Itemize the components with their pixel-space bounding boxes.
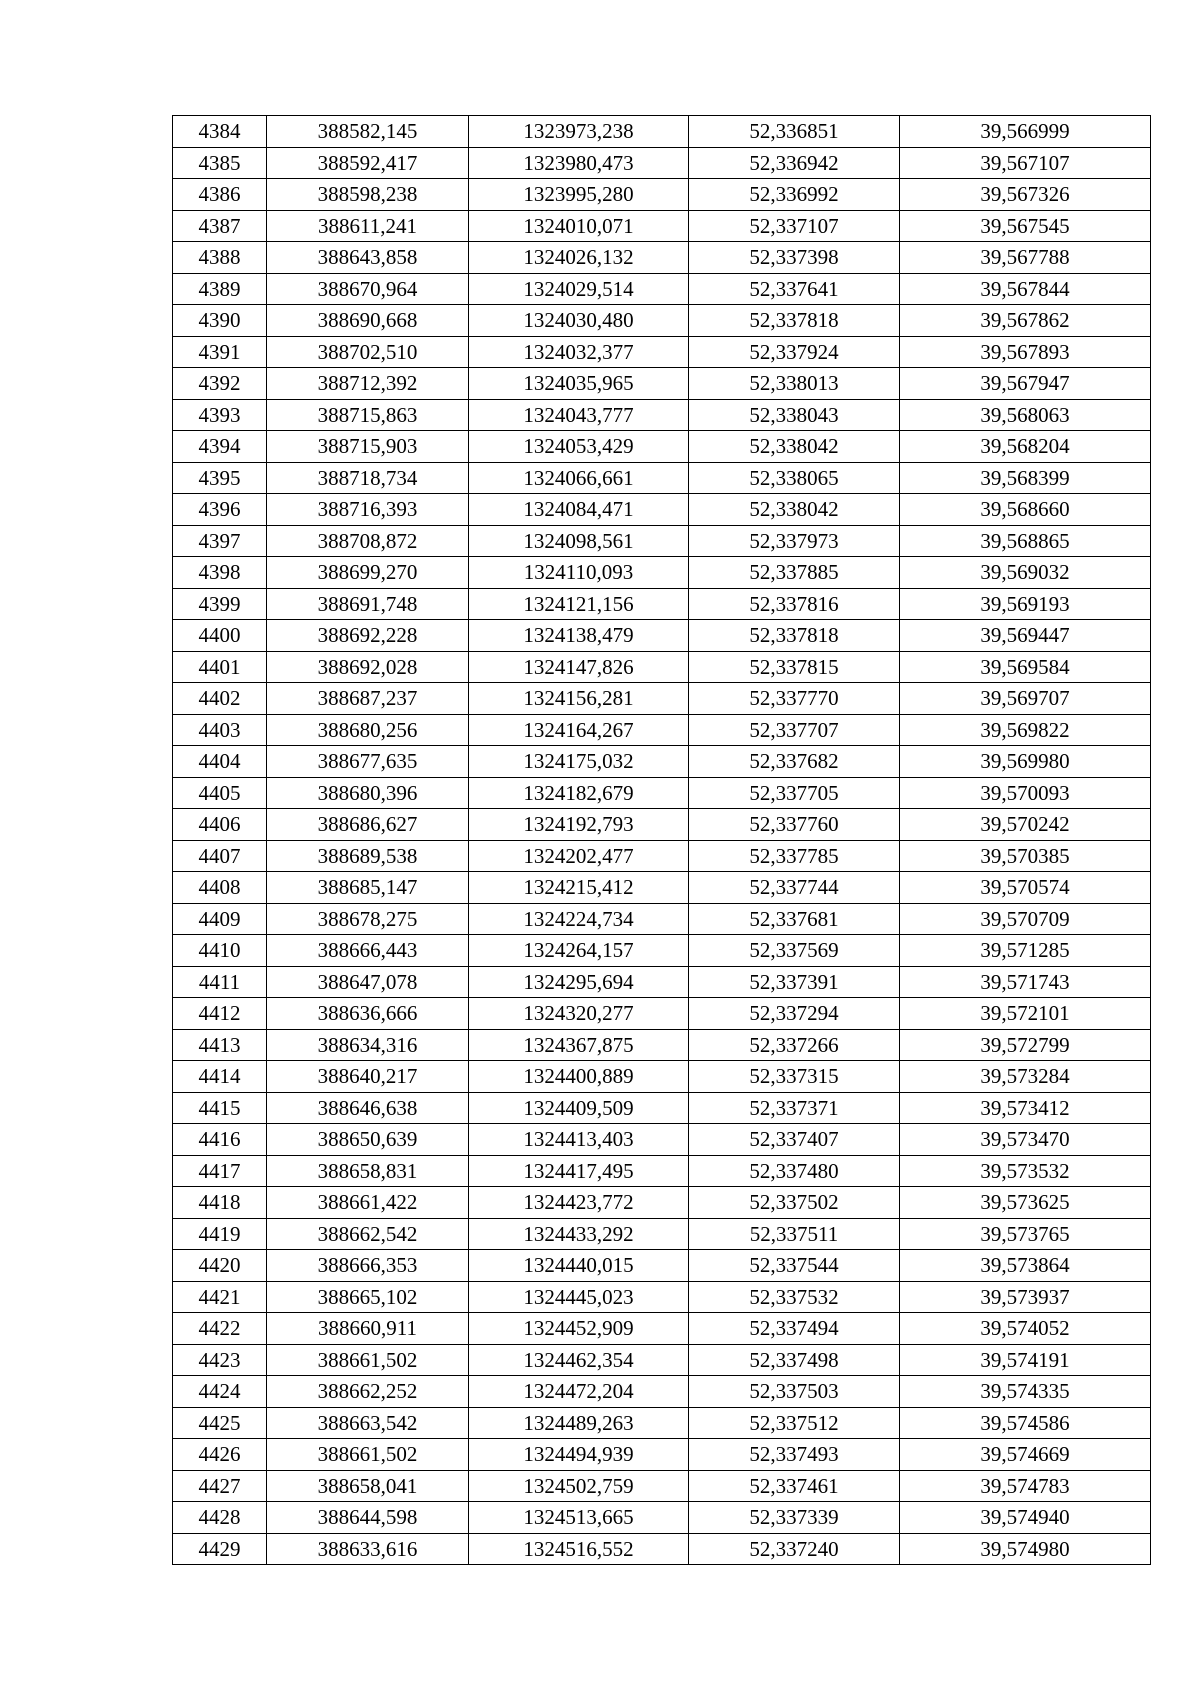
latitude-cell: 52,337407	[689, 1124, 900, 1156]
x-coordinate-cell: 388636,666	[267, 998, 469, 1030]
x-coordinate-cell: 388718,734	[267, 462, 469, 494]
latitude-cell: 52,337681	[689, 903, 900, 935]
y-coordinate-cell: 1324043,777	[469, 399, 689, 431]
latitude-cell: 52,336992	[689, 179, 900, 211]
point-number-cell: 4408	[173, 872, 267, 904]
y-coordinate-cell: 1324192,793	[469, 809, 689, 841]
latitude-cell: 52,338043	[689, 399, 900, 431]
y-coordinate-cell: 1324413,403	[469, 1124, 689, 1156]
longitude-cell: 39,574980	[900, 1533, 1151, 1565]
point-number-cell: 4410	[173, 935, 267, 967]
table-row	[173, 903, 1151, 935]
longitude-cell: 39,572799	[900, 1029, 1151, 1061]
y-coordinate-cell: 1324138,479	[469, 620, 689, 652]
table-row	[173, 714, 1151, 746]
longitude-cell: 39,569584	[900, 651, 1151, 683]
longitude-cell: 39,567545	[900, 210, 1151, 242]
y-coordinate-cell: 1324156,281	[469, 683, 689, 715]
y-coordinate-cell: 1324445,023	[469, 1281, 689, 1313]
y-coordinate-cell: 1324400,889	[469, 1061, 689, 1093]
x-coordinate-cell: 388691,748	[267, 588, 469, 620]
point-number-cell: 4388	[173, 242, 267, 274]
latitude-cell: 52,337815	[689, 651, 900, 683]
table-row	[173, 809, 1151, 841]
y-coordinate-cell: 1323980,473	[469, 147, 689, 179]
table-row	[173, 651, 1151, 683]
table-row	[173, 1250, 1151, 1282]
longitude-cell: 39,573765	[900, 1218, 1151, 1250]
y-coordinate-cell: 1324452,909	[469, 1313, 689, 1345]
x-coordinate-cell: 388662,252	[267, 1376, 469, 1408]
table-row	[173, 1029, 1151, 1061]
y-coordinate-cell: 1324010,071	[469, 210, 689, 242]
y-coordinate-cell: 1324084,471	[469, 494, 689, 526]
point-number-cell: 4395	[173, 462, 267, 494]
latitude-cell: 52,337924	[689, 336, 900, 368]
table-row	[173, 840, 1151, 872]
point-number-cell: 4404	[173, 746, 267, 778]
longitude-cell: 39,574783	[900, 1470, 1151, 1502]
latitude-cell: 52,337240	[689, 1533, 900, 1565]
longitude-cell: 39,567893	[900, 336, 1151, 368]
table-row	[173, 1124, 1151, 1156]
x-coordinate-cell: 388633,616	[267, 1533, 469, 1565]
longitude-cell: 39,572101	[900, 998, 1151, 1030]
x-coordinate-cell: 388661,502	[267, 1344, 469, 1376]
point-number-cell: 4401	[173, 651, 267, 683]
x-coordinate-cell: 388660,911	[267, 1313, 469, 1345]
longitude-cell: 39,570385	[900, 840, 1151, 872]
x-coordinate-cell: 388715,903	[267, 431, 469, 463]
x-coordinate-cell: 388598,238	[267, 179, 469, 211]
table-row	[173, 620, 1151, 652]
longitude-cell: 39,569707	[900, 683, 1151, 715]
table-row	[173, 210, 1151, 242]
x-coordinate-cell: 388662,542	[267, 1218, 469, 1250]
point-number-cell: 4394	[173, 431, 267, 463]
x-coordinate-cell: 388646,638	[267, 1092, 469, 1124]
longitude-cell: 39,567326	[900, 179, 1151, 211]
latitude-cell: 52,337785	[689, 840, 900, 872]
longitude-cell: 39,568204	[900, 431, 1151, 463]
point-number-cell: 4393	[173, 399, 267, 431]
latitude-cell: 52,337705	[689, 777, 900, 809]
longitude-cell: 39,567862	[900, 305, 1151, 337]
latitude-cell: 52,337544	[689, 1250, 900, 1282]
point-number-cell: 4414	[173, 1061, 267, 1093]
table-row	[173, 966, 1151, 998]
table-row	[173, 1092, 1151, 1124]
y-coordinate-cell: 1324472,204	[469, 1376, 689, 1408]
y-coordinate-cell: 1324098,561	[469, 525, 689, 557]
x-coordinate-cell: 388677,635	[267, 746, 469, 778]
point-number-cell: 4429	[173, 1533, 267, 1565]
x-coordinate-cell: 388663,542	[267, 1407, 469, 1439]
x-coordinate-cell: 388680,256	[267, 714, 469, 746]
table-row	[173, 588, 1151, 620]
latitude-cell: 52,337744	[689, 872, 900, 904]
table-row	[173, 1155, 1151, 1187]
point-number-cell: 4421	[173, 1281, 267, 1313]
longitude-cell: 39,574052	[900, 1313, 1151, 1345]
table-row	[173, 1376, 1151, 1408]
latitude-cell: 52,337707	[689, 714, 900, 746]
x-coordinate-cell: 388670,964	[267, 273, 469, 305]
point-number-cell: 4407	[173, 840, 267, 872]
y-coordinate-cell: 1324489,263	[469, 1407, 689, 1439]
y-coordinate-cell: 1324320,277	[469, 998, 689, 1030]
point-number-cell: 4391	[173, 336, 267, 368]
longitude-cell: 39,573470	[900, 1124, 1151, 1156]
table-row	[173, 1533, 1151, 1565]
x-coordinate-cell: 388661,422	[267, 1187, 469, 1219]
table-row	[173, 777, 1151, 809]
x-coordinate-cell: 388687,237	[267, 683, 469, 715]
y-coordinate-cell: 1324423,772	[469, 1187, 689, 1219]
point-number-cell: 4385	[173, 147, 267, 179]
longitude-cell: 39,569980	[900, 746, 1151, 778]
y-coordinate-cell: 1323973,238	[469, 116, 689, 148]
longitude-cell: 39,567788	[900, 242, 1151, 274]
longitude-cell: 39,570574	[900, 872, 1151, 904]
point-number-cell: 4405	[173, 777, 267, 809]
y-coordinate-cell: 1324264,157	[469, 935, 689, 967]
latitude-cell: 52,337760	[689, 809, 900, 841]
latitude-cell: 52,337818	[689, 305, 900, 337]
point-number-cell: 4399	[173, 588, 267, 620]
point-number-cell: 4384	[173, 116, 267, 148]
x-coordinate-cell: 388640,217	[267, 1061, 469, 1093]
table-row	[173, 399, 1151, 431]
point-number-cell: 4389	[173, 273, 267, 305]
y-coordinate-cell: 1324110,093	[469, 557, 689, 589]
table-row	[173, 557, 1151, 589]
table-row	[173, 525, 1151, 557]
x-coordinate-cell: 388690,668	[267, 305, 469, 337]
longitude-cell: 39,568865	[900, 525, 1151, 557]
table-row	[173, 872, 1151, 904]
longitude-cell: 39,569822	[900, 714, 1151, 746]
x-coordinate-cell: 388692,228	[267, 620, 469, 652]
point-number-cell: 4420	[173, 1250, 267, 1282]
point-number-cell: 4386	[173, 179, 267, 211]
table-row	[173, 746, 1151, 778]
x-coordinate-cell: 388666,353	[267, 1250, 469, 1282]
y-coordinate-cell: 1324417,495	[469, 1155, 689, 1187]
table-row	[173, 935, 1151, 967]
longitude-cell: 39,570093	[900, 777, 1151, 809]
x-coordinate-cell: 388592,417	[267, 147, 469, 179]
latitude-cell: 52,337266	[689, 1029, 900, 1061]
longitude-cell: 39,571743	[900, 966, 1151, 998]
table-row	[173, 1061, 1151, 1093]
point-number-cell: 4425	[173, 1407, 267, 1439]
latitude-cell: 52,338042	[689, 431, 900, 463]
point-number-cell: 4396	[173, 494, 267, 526]
longitude-cell: 39,569447	[900, 620, 1151, 652]
latitude-cell: 52,338065	[689, 462, 900, 494]
y-coordinate-cell: 1324035,965	[469, 368, 689, 400]
latitude-cell: 52,337391	[689, 966, 900, 998]
point-number-cell: 4403	[173, 714, 267, 746]
table-row	[173, 1281, 1151, 1313]
latitude-cell: 52,337480	[689, 1155, 900, 1187]
longitude-cell: 39,574191	[900, 1344, 1151, 1376]
latitude-cell: 52,337682	[689, 746, 900, 778]
longitude-cell: 39,569032	[900, 557, 1151, 589]
longitude-cell: 39,568399	[900, 462, 1151, 494]
longitude-cell: 39,574586	[900, 1407, 1151, 1439]
table-row	[173, 147, 1151, 179]
table-row	[173, 462, 1151, 494]
point-number-cell: 4402	[173, 683, 267, 715]
longitude-cell: 39,571285	[900, 935, 1151, 967]
x-coordinate-cell: 388715,863	[267, 399, 469, 431]
latitude-cell: 52,337502	[689, 1187, 900, 1219]
table-row	[173, 336, 1151, 368]
longitude-cell: 39,573284	[900, 1061, 1151, 1093]
longitude-cell: 39,574669	[900, 1439, 1151, 1471]
y-coordinate-cell: 1323995,280	[469, 179, 689, 211]
y-coordinate-cell: 1324182,679	[469, 777, 689, 809]
y-coordinate-cell: 1324367,875	[469, 1029, 689, 1061]
y-coordinate-cell: 1324032,377	[469, 336, 689, 368]
x-coordinate-cell: 388716,393	[267, 494, 469, 526]
y-coordinate-cell: 1324030,480	[469, 305, 689, 337]
x-coordinate-cell: 388708,872	[267, 525, 469, 557]
latitude-cell: 52,337371	[689, 1092, 900, 1124]
y-coordinate-cell: 1324224,734	[469, 903, 689, 935]
table-row	[173, 1439, 1151, 1471]
y-coordinate-cell: 1324053,429	[469, 431, 689, 463]
table-row	[173, 305, 1151, 337]
x-coordinate-cell: 388582,145	[267, 116, 469, 148]
x-coordinate-cell: 388647,078	[267, 966, 469, 998]
longitude-cell: 39,573532	[900, 1155, 1151, 1187]
table-row	[173, 1313, 1151, 1345]
latitude-cell: 52,337498	[689, 1344, 900, 1376]
latitude-cell: 52,337770	[689, 683, 900, 715]
y-coordinate-cell: 1324409,509	[469, 1092, 689, 1124]
x-coordinate-cell: 388686,627	[267, 809, 469, 841]
point-number-cell: 4409	[173, 903, 267, 935]
x-coordinate-cell: 388702,510	[267, 336, 469, 368]
latitude-cell: 52,336942	[689, 147, 900, 179]
latitude-cell: 52,338013	[689, 368, 900, 400]
y-coordinate-cell: 1324215,412	[469, 872, 689, 904]
point-number-cell: 4415	[173, 1092, 267, 1124]
y-coordinate-cell: 1324164,267	[469, 714, 689, 746]
latitude-cell: 52,337511	[689, 1218, 900, 1250]
y-coordinate-cell: 1324026,132	[469, 242, 689, 274]
point-number-cell: 4424	[173, 1376, 267, 1408]
latitude-cell: 52,337512	[689, 1407, 900, 1439]
table-row	[173, 179, 1151, 211]
y-coordinate-cell: 1324433,292	[469, 1218, 689, 1250]
point-number-cell: 4423	[173, 1344, 267, 1376]
longitude-cell: 39,573625	[900, 1187, 1151, 1219]
longitude-cell: 39,570242	[900, 809, 1151, 841]
y-coordinate-cell: 1324516,552	[469, 1533, 689, 1565]
point-number-cell: 4422	[173, 1313, 267, 1345]
y-coordinate-cell: 1324029,514	[469, 273, 689, 305]
point-number-cell: 4416	[173, 1124, 267, 1156]
table-row	[173, 273, 1151, 305]
latitude-cell: 52,337532	[689, 1281, 900, 1313]
point-number-cell: 4427	[173, 1470, 267, 1502]
latitude-cell: 52,338042	[689, 494, 900, 526]
latitude-cell: 52,337973	[689, 525, 900, 557]
longitude-cell: 39,568660	[900, 494, 1151, 526]
longitude-cell: 39,568063	[900, 399, 1151, 431]
table-row	[173, 368, 1151, 400]
point-number-cell: 4419	[173, 1218, 267, 1250]
table-row	[173, 494, 1151, 526]
point-number-cell: 4412	[173, 998, 267, 1030]
y-coordinate-cell: 1324202,477	[469, 840, 689, 872]
longitude-cell: 39,567947	[900, 368, 1151, 400]
latitude-cell: 52,337503	[689, 1376, 900, 1408]
x-coordinate-cell: 388678,275	[267, 903, 469, 935]
x-coordinate-cell: 388666,443	[267, 935, 469, 967]
point-number-cell: 4390	[173, 305, 267, 337]
latitude-cell: 52,337816	[689, 588, 900, 620]
table-row	[173, 1187, 1151, 1219]
point-number-cell: 4418	[173, 1187, 267, 1219]
point-number-cell: 4406	[173, 809, 267, 841]
point-number-cell: 4400	[173, 620, 267, 652]
y-coordinate-cell: 1324295,694	[469, 966, 689, 998]
x-coordinate-cell: 388692,028	[267, 651, 469, 683]
x-coordinate-cell: 388680,396	[267, 777, 469, 809]
longitude-cell: 39,566999	[900, 116, 1151, 148]
latitude-cell: 52,337461	[689, 1470, 900, 1502]
longitude-cell: 39,574940	[900, 1502, 1151, 1534]
x-coordinate-cell: 388643,858	[267, 242, 469, 274]
table-row	[173, 1344, 1151, 1376]
point-number-cell: 4417	[173, 1155, 267, 1187]
x-coordinate-cell: 388685,147	[267, 872, 469, 904]
y-coordinate-cell: 1324175,032	[469, 746, 689, 778]
latitude-cell: 52,337493	[689, 1439, 900, 1471]
longitude-cell: 39,574335	[900, 1376, 1151, 1408]
latitude-cell: 52,337885	[689, 557, 900, 589]
point-number-cell: 4428	[173, 1502, 267, 1534]
point-number-cell: 4413	[173, 1029, 267, 1061]
y-coordinate-cell: 1324121,156	[469, 588, 689, 620]
y-coordinate-cell: 1324147,826	[469, 651, 689, 683]
latitude-cell: 52,337569	[689, 935, 900, 967]
x-coordinate-cell: 388658,041	[267, 1470, 469, 1502]
x-coordinate-cell: 388611,241	[267, 210, 469, 242]
longitude-cell: 39,573864	[900, 1250, 1151, 1282]
table-row	[173, 1502, 1151, 1534]
x-coordinate-cell: 388650,639	[267, 1124, 469, 1156]
x-coordinate-cell: 388644,598	[267, 1502, 469, 1534]
point-number-cell: 4387	[173, 210, 267, 242]
x-coordinate-cell: 388661,502	[267, 1439, 469, 1471]
longitude-cell: 39,570709	[900, 903, 1151, 935]
y-coordinate-cell: 1324494,939	[469, 1439, 689, 1471]
latitude-cell: 52,337494	[689, 1313, 900, 1345]
table-row	[173, 242, 1151, 274]
longitude-cell: 39,567107	[900, 147, 1151, 179]
latitude-cell: 52,336851	[689, 116, 900, 148]
x-coordinate-cell: 388658,831	[267, 1155, 469, 1187]
latitude-cell: 52,337818	[689, 620, 900, 652]
x-coordinate-cell: 388689,538	[267, 840, 469, 872]
x-coordinate-cell: 388712,392	[267, 368, 469, 400]
y-coordinate-cell: 1324513,665	[469, 1502, 689, 1534]
y-coordinate-cell: 1324066,661	[469, 462, 689, 494]
point-number-cell: 4411	[173, 966, 267, 998]
longitude-cell: 39,567844	[900, 273, 1151, 305]
longitude-cell: 39,569193	[900, 588, 1151, 620]
longitude-cell: 39,573412	[900, 1092, 1151, 1124]
point-number-cell: 4392	[173, 368, 267, 400]
latitude-cell: 52,337107	[689, 210, 900, 242]
table-row	[173, 431, 1151, 463]
table-row	[173, 1218, 1151, 1250]
table-row	[173, 683, 1151, 715]
table-row	[173, 1407, 1151, 1439]
latitude-cell: 52,337315	[689, 1061, 900, 1093]
point-number-cell: 4398	[173, 557, 267, 589]
x-coordinate-cell: 388634,316	[267, 1029, 469, 1061]
y-coordinate-cell: 1324462,354	[469, 1344, 689, 1376]
latitude-cell: 52,337339	[689, 1502, 900, 1534]
point-number-cell: 4426	[173, 1439, 267, 1471]
table-row	[173, 116, 1151, 148]
coordinates-table-body	[173, 116, 1151, 1565]
y-coordinate-cell: 1324440,015	[469, 1250, 689, 1282]
x-coordinate-cell: 388699,270	[267, 557, 469, 589]
point-number-cell: 4397	[173, 525, 267, 557]
y-coordinate-cell: 1324502,759	[469, 1470, 689, 1502]
x-coordinate-cell: 388665,102	[267, 1281, 469, 1313]
longitude-cell: 39,573937	[900, 1281, 1151, 1313]
latitude-cell: 52,337641	[689, 273, 900, 305]
table-row	[173, 998, 1151, 1030]
coordinates-table	[172, 115, 1151, 1565]
latitude-cell: 52,337398	[689, 242, 900, 274]
latitude-cell: 52,337294	[689, 998, 900, 1030]
table-row	[173, 1470, 1151, 1502]
